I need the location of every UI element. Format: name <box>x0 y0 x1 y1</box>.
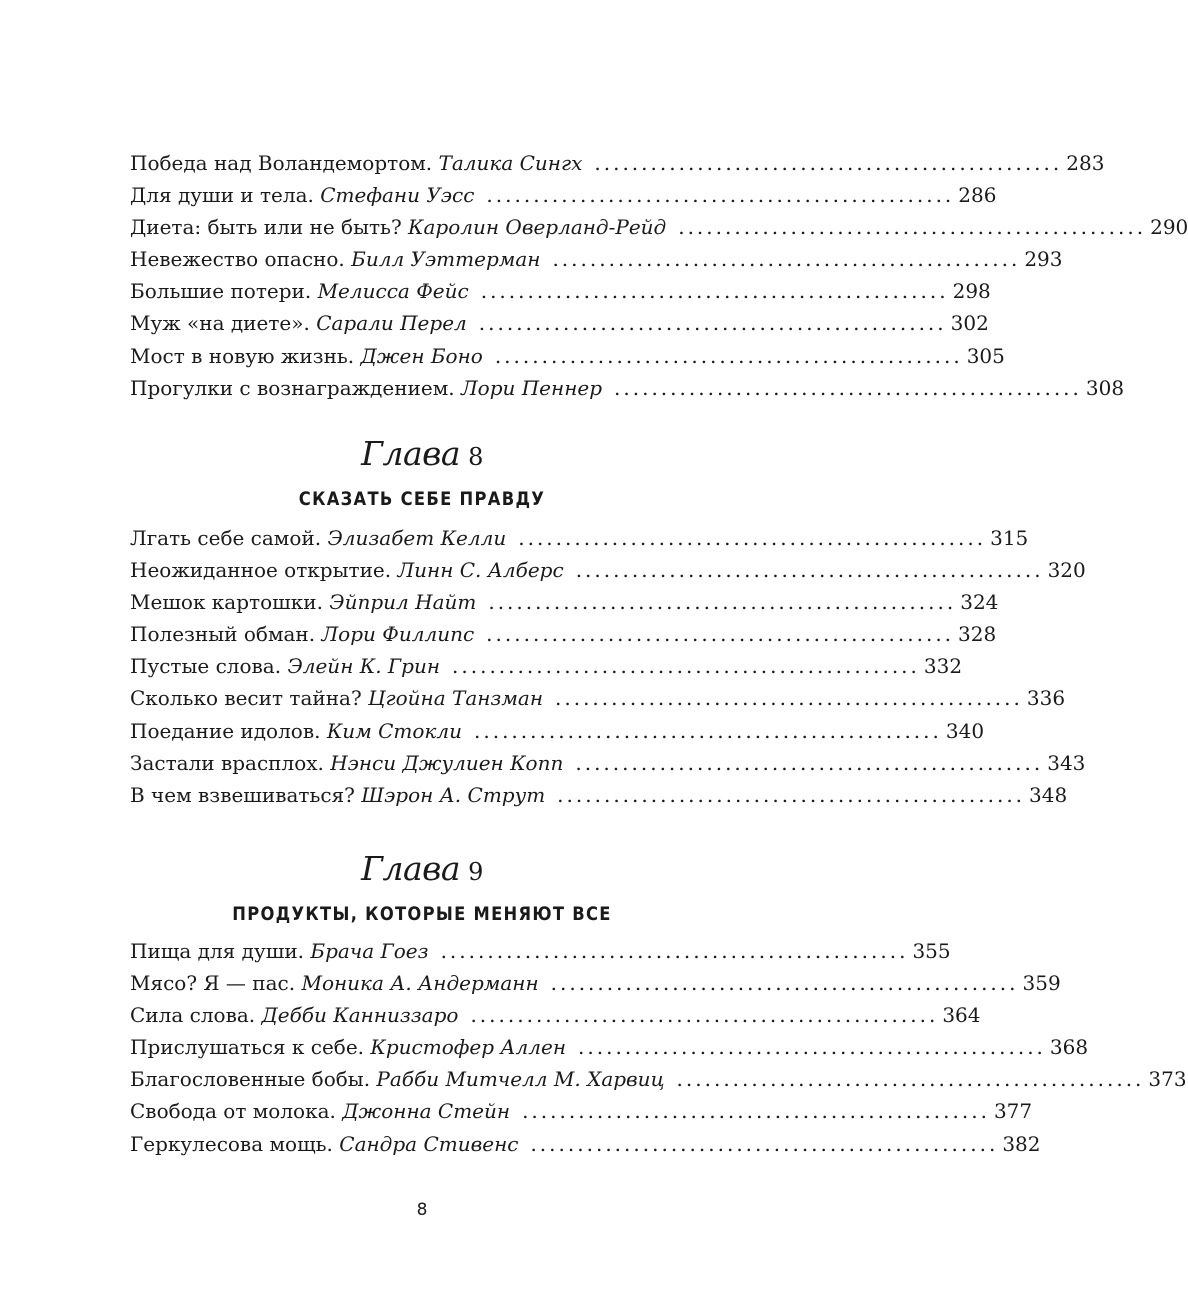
toc-entry[interactable] <box>130 275 991 307</box>
toc-entry[interactable] <box>130 586 999 618</box>
entry-author: Джонна Стейн <box>342 1099 511 1124</box>
chapter-number: 9 <box>468 858 483 886</box>
entry-title: В чем взвешиваться? <box>130 782 355 807</box>
chapter-title-8: СКАЗАТЬ СЕБЕ ПРАВДУ <box>298 488 546 510</box>
dot-leader: .................................................. <box>552 247 1021 272</box>
entry-page: 382 <box>1002 1131 1041 1156</box>
entry-page: 340 <box>945 718 985 743</box>
toc-entry[interactable] <box>130 1063 1187 1095</box>
entry-title: Большие потери. <box>130 279 312 304</box>
dot-leader: .................................................. <box>488 590 957 615</box>
entry-title: Диета: быть или не быть? <box>130 215 402 240</box>
dot-leader: .................................................. <box>486 183 955 208</box>
entry-page: 298 <box>952 279 991 304</box>
entry-author: Ким Стокли <box>326 718 462 743</box>
entry-author: Нэнси Джулиен Копп <box>330 750 564 775</box>
entry-author: Шэрон А. Струт <box>361 782 546 807</box>
toc-entry[interactable] <box>130 747 1086 779</box>
dot-leader: .................................................. <box>594 151 1063 175</box>
dot-leader: .................................................. <box>575 750 1044 775</box>
toc-entry[interactable] <box>130 554 1086 586</box>
entry-author: Брача Гоез <box>310 939 429 963</box>
entry-title: Полезный обман. <box>130 622 316 647</box>
dot-leader: .................................................. <box>555 686 1023 711</box>
dot-leader: .................................................. <box>486 622 955 647</box>
entry-title: Застали врасплох. <box>130 750 324 775</box>
dot-leader: .................................................. <box>452 654 920 679</box>
dot-leader: .................................................. <box>575 558 1044 583</box>
dot-leader: .................................................. <box>557 782 1026 807</box>
dot-leader: .................................................. <box>518 526 987 550</box>
entry-author: Стефани Уэсс <box>320 183 475 208</box>
chapter-label: Глава <box>361 434 461 473</box>
dot-leader: .................................................. <box>614 375 1082 400</box>
entry-page: 320 <box>1047 558 1086 583</box>
entry-page: 293 <box>1024 247 1063 272</box>
entry-title: Мост в новую жизнь. <box>130 343 355 368</box>
toc-entry[interactable] <box>130 935 951 967</box>
entry-page: 305 <box>966 343 1005 368</box>
entry-author: Сандра Стивенс <box>339 1131 519 1156</box>
toc-entry[interactable] <box>130 179 997 211</box>
entry-author: Джен Боно <box>360 343 483 368</box>
entry-title: Благословенные бобы. <box>130 1067 371 1092</box>
entry-page: 373 <box>1148 1067 1187 1092</box>
entry-author: Лори Пеннер <box>460 375 603 400</box>
entry-page: 308 <box>1085 375 1125 400</box>
entry-author: Сарали Перел <box>316 311 467 336</box>
entry-author: Лори Филлипс <box>321 622 475 647</box>
entry-page: 328 <box>958 622 997 647</box>
entry-page: 283 <box>1066 151 1105 175</box>
entry-author: Билл Уэттерман <box>351 247 541 272</box>
toc-entry[interactable] <box>130 522 1029 554</box>
toc-entry[interactable] <box>130 715 985 747</box>
entry-author: Цгойна Танзман <box>368 686 543 711</box>
chapter-label: Глава <box>361 849 461 888</box>
dot-leader: .................................................. <box>480 279 949 304</box>
toc-entry[interactable] <box>130 1095 1033 1127</box>
entry-page: 324 <box>960 590 999 615</box>
entry-author: Моника А. Андерманн <box>301 971 539 996</box>
entry-page: 377 <box>993 1099 1033 1124</box>
toc-section-2 <box>130 522 1086 811</box>
entry-author: Каролин Оверланд-Рейд <box>408 215 667 240</box>
toc-entry[interactable] <box>130 682 1066 714</box>
toc-entry[interactable] <box>130 340 1005 372</box>
entry-title: Поедание идолов. <box>130 718 321 743</box>
dot-leader: .................................................. <box>578 1035 1046 1060</box>
toc-entry[interactable] <box>130 650 963 682</box>
toc-entry[interactable] <box>130 147 1105 179</box>
dot-leader: .................................................. <box>522 1099 990 1124</box>
entry-title: Сколько весит тайна? <box>130 686 362 711</box>
toc-entry[interactable] <box>130 211 1188 243</box>
dot-leader: .................................................. <box>470 1003 939 1028</box>
entry-title: Пустые слова. <box>130 654 282 679</box>
entry-author: Дебби Канниззаро <box>261 1003 459 1028</box>
dot-leader: .................................................. <box>478 311 947 336</box>
entry-author: Линн С. Алберс <box>397 558 564 583</box>
toc-entry[interactable] <box>130 967 1061 999</box>
chapter-heading-8 <box>0 434 844 477</box>
entry-author: Рабби Митчелл М. Харвиц <box>376 1067 665 1092</box>
toc-entry[interactable] <box>130 618 997 650</box>
toc-entry[interactable] <box>130 307 989 339</box>
toc-entry[interactable] <box>130 243 1063 275</box>
entry-page: 290 <box>1150 215 1188 240</box>
entry-title: Муж «на диете». <box>130 311 310 336</box>
chapter-title-9: ПРОДУКТЫ, КОТОРЫЕ МЕНЯЮТ ВСЕ <box>232 903 612 925</box>
entry-title: Невежество опасно. <box>130 247 345 272</box>
entry-author: Элейн К. Грин <box>287 654 441 679</box>
entry-title: Победа над Воландемортом. <box>130 151 433 175</box>
chapter-heading-9 <box>0 849 844 892</box>
entry-title: Мясо? Я — пас. <box>130 971 296 996</box>
toc-entry[interactable] <box>130 372 1125 404</box>
toc-section-3 <box>130 935 1187 1160</box>
entry-page: 368 <box>1049 1035 1089 1060</box>
toc-entry[interactable] <box>130 1128 1041 1160</box>
entry-title: Для души и тела. <box>130 183 314 208</box>
entry-author: Эйприл Найт <box>329 590 477 615</box>
entry-title: Геркулесова мощь. <box>130 1131 333 1156</box>
entry-author: Кристофер Аллен <box>370 1035 567 1060</box>
entry-page: 286 <box>958 183 997 208</box>
chapter-number: 8 <box>468 443 483 471</box>
entry-title: Лгать себе самой. <box>130 526 322 550</box>
entry-title: Пища для души. <box>130 939 305 963</box>
dot-leader: .................................................. <box>676 1067 1145 1092</box>
toc-entry[interactable] <box>130 1031 1089 1063</box>
entry-title: Прогулки с вознаграждением. <box>130 375 455 400</box>
toc-entry[interactable] <box>130 999 981 1031</box>
entry-page: 315 <box>990 526 1029 550</box>
dot-leader: .................................................. <box>474 718 942 743</box>
entry-title: Неожиданное открытие. <box>130 558 392 583</box>
dot-leader: .................................................. <box>440 939 909 963</box>
entry-page: 364 <box>942 1003 981 1028</box>
entry-title: Сила слова. <box>130 1003 256 1028</box>
entry-title: Мешок картошки. <box>130 590 323 615</box>
entry-author: Талика Сингх <box>438 151 583 175</box>
entry-page: 336 <box>1026 686 1066 711</box>
dot-leader: .................................................. <box>678 215 1147 240</box>
entry-author: Мелисса Фейс <box>317 279 469 304</box>
entry-page: 348 <box>1029 782 1068 807</box>
entry-author: Элизабет Келли <box>327 526 507 550</box>
entry-page: 355 <box>912 939 951 963</box>
toc-section-1 <box>130 147 1188 404</box>
entry-page: 343 <box>1047 750 1086 775</box>
entry-title: Свобода от молока. <box>130 1099 336 1124</box>
page-number: 8 <box>416 1200 428 1220</box>
toc-entry[interactable] <box>130 779 1068 811</box>
dot-leader: .................................................. <box>494 343 963 368</box>
dot-leader: .................................................. <box>530 1131 999 1156</box>
entry-title: Прислушаться к себе. <box>130 1035 365 1060</box>
entry-page: 359 <box>1022 971 1061 996</box>
entry-page: 332 <box>923 654 963 679</box>
dot-leader: .................................................. <box>550 971 1019 996</box>
entry-page: 302 <box>950 311 989 336</box>
